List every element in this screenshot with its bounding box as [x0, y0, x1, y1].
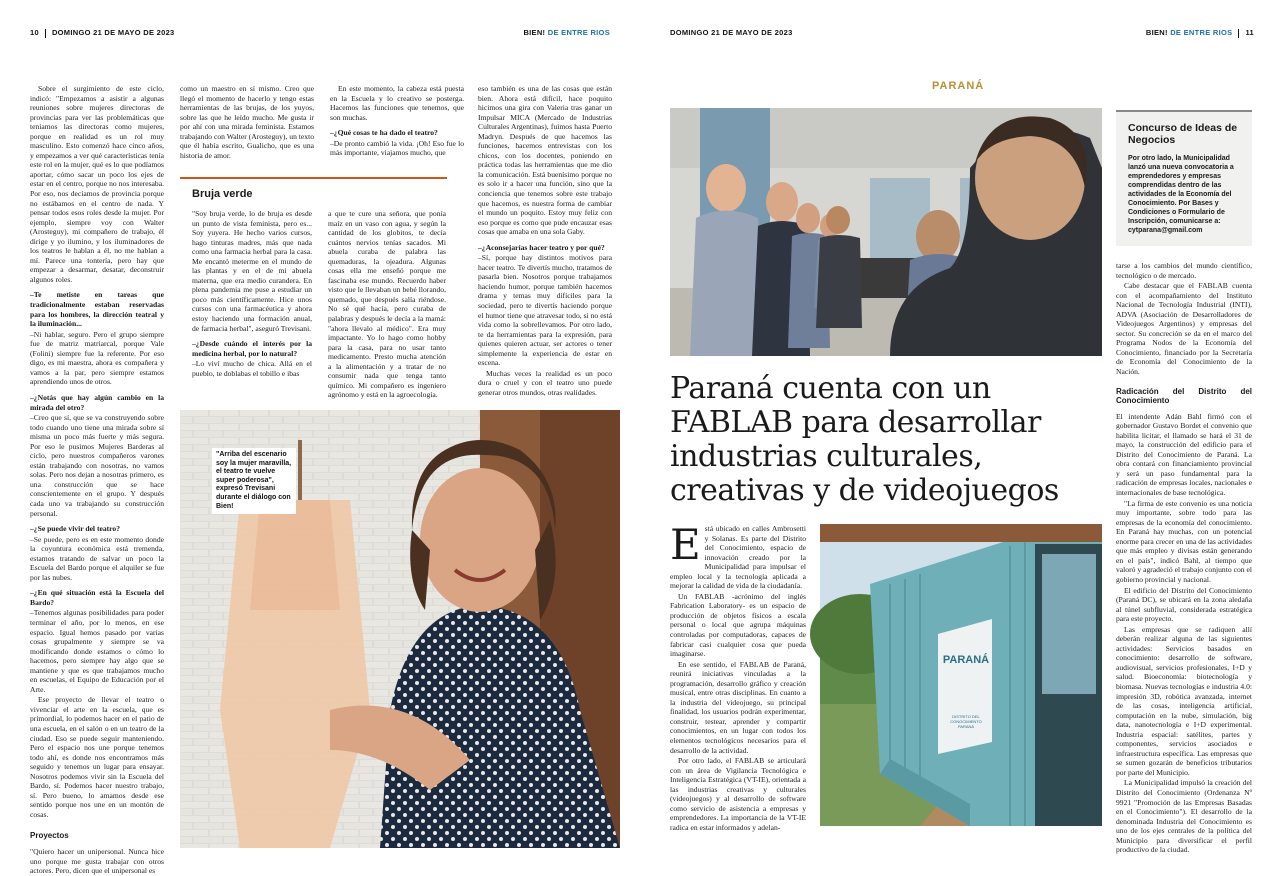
paragraph: a que te cure una señora, que ponía maíz en un vaso con agua, y según la cantidad de los globitos, te decía cuántos nervios tenías sacados. Mi abuela curaba de palabra las quemaduras, la ojeadura. Algunas cosas ella me enseñó porque me fascinaba ese mundo. Recuerdo haber visto que le llevaban un bebé llorando, quemado, que después salía riéndose. No sé qué hacía, pero curaba de palabras y después le decía a la mamá: "ahora llevalo al médico". Era muy impactante. Yo lo hago como hobby para la casa, para no usar tanto medicamento. Presto mucha atención a la alimentación y a tratar de no consumir nada que tenga tanto químico. Mi compañero es ingeniero agrónomo y está en la agroecología.	[328, 209, 446, 400]
left-column-4	[478, 84, 612, 400]
bruja-column-b	[328, 209, 446, 400]
answer: –Tenemos algunas posibilidades para poder terminar el año, por lo menos, en ese espacio. Igual hemos pasado por varias cosas grupalmente y siempre se va modificando donde estamos o cómo lo hacemos, pero siempre hay algo que se mantiene y que es que trabajamos mucho en escuelas, el Equipo de Educación por el Arte.	[30, 608, 164, 694]
answer: –Sí, porque hay distintos motivos para hacer teatro. Te divertís mucho, tratamos de pasarla bien. Nosotros porque trabajamos haciendo humor, porque también hacemos drama y temas muy difíciles para la sociedad, pero te divertís haciendo porque el humor tiene que atravesar todo, si no está vida como la sobrellevamos. Por otro lado, te da herramientas para la expresión, para quienes quieren actuar, ser actores o tener simplemente la experiencia de estar en escena.	[478, 253, 612, 368]
right-folio	[1146, 28, 1254, 38]
right-folio-date: DOMINGO 21 DE MAYO DE 2023	[670, 28, 793, 37]
paragraph: tarse a los cambios del mundo científico, tecnológico o de mercado.	[1116, 261, 1252, 280]
right-brand-name: BIEN!	[1145, 28, 1168, 37]
paragraph: Por otro lado, el FABLAB se articulará con un área de Vigilancia Tecnológica e Inteligencia Estratégica (VT-IE), orientada a las industrias creativas y culturales (videojuegos) y al desarrollo de software como servicio de asistencia a empresas y emprendedores. La importancia de la VT-IE radica en estar informados y adelan-	[670, 756, 806, 832]
right-page	[640, 0, 1280, 855]
sidebar-box	[1116, 110, 1252, 246]
photo-caption: "Arriba del escenario soy la mujer maravilla, el teatro te vuelve super poderosa", expresó Trevisani durante el diálogo con Bien!	[212, 448, 296, 514]
left-column-1	[30, 84, 164, 876]
paragraph: Muchas veces la realidad es un poco dura o cruel y con el teatro uno puede generar otros mundos, otras realidades.	[478, 368, 612, 397]
right-brand-section: DE ENTRE RIOS	[1170, 28, 1233, 37]
subhead-proyectos: Proyectos	[30, 831, 69, 841]
paragraph: Las empresas que se radiquen allí deberán realizar alguna de las siguientes actividades: Servicios basados en conocimiento: desarrollo de software, audiovisual, servicios profesionales, I+D y salud. Bioeconomía: biotecnología y biomasa. Nuevas tecnologías e industria 4.0: impresión 3D, robótica avanzada, internet de las cosas, inteligencia artificial, computación en la nube, simulación, big data, nanotecnología e I+D experimental. Industria espacial: satélites, partes y componentes, servicios asociados e infraestructura específica. Las empresas que se sumen gozarán de beneficios tributarios por parte del Municipio.	[1116, 624, 1252, 777]
answer: –De pronto cambió la vida. ¡Oh! Eso fue lo más importante, viajamos mucho, que	[330, 138, 464, 158]
paragraph: Ese proyecto de llevar el teatro o vivenciar el arte en la escuela, que es primordial, lo podemos hacer en el patio de una escuela, en el salón o en un teatro de la ciudad. Eso se puede seguir manteniendo. Pero el espacio nos une porque tenemos todo ahí, es donde nos encontramos más seguido y tenemos un lugar para ensayar. Nosotros podemos vivir sin la Escuela del Bardo, sí. Podemos hacer nuestro trabajo, sí. Pero bueno, lo amamos desde ese sentido porque nos une en un montón de cosas.	[30, 695, 164, 819]
headline: Paraná cuenta con un FABLAB para desarrollar industrias culturales, creativas y de videojuegos	[670, 371, 1059, 508]
answer: –Se puede, pero es en este momento donde la coyuntura económica está tremenda, estamos tratando de salvar un poco la Escuela del Bardo porque el alquiler se fue por las nubes.	[30, 534, 164, 582]
answer: –Lo viví mucho de chica. Allá en el pueblo, te doblabas el tobillo e ibas	[192, 359, 312, 378]
drop-cap: E	[670, 520, 701, 569]
paragraph: como un maestro en sí mismo. Creo que llegó el momento de hacerlo y tengo estas herramientas de las brujas, de los yuyos, sobre las que he leído mucho. Me gusta ir por ahí con una mirada feminista. Estamos trabajando con Walter (Arosteguy), un texto que él había escrito, Gualicho, que es una historia de amor.	[180, 84, 314, 160]
paragraph: En ese sentido, el FABLAB de Paraná, reunirá iniciativas vinculadas a la programación, desarrollo gráfico y creación musical, entre otras disciplinas. En cuanto a la industria del videojuego, su principal finalidad, los usuarios podrán experimentar, construir, testear, aprender y compartir conocimientos, en un lugar con todos los elementos tecnológicos necesarios para el desarrollo de la actividad.	[670, 659, 806, 755]
portrait-photo	[180, 410, 620, 848]
paragraph: El intendente Adán Bahl firmó con el gobernador Gustavo Bordet el convenio que habilita licitar, el llamado se hará el 31 de mayo, la construcción del edificio para el Distrito del Conocimiento de Paraná. La obra contará con financiamiento provincial y será un paso fundamental para la radicación de empresas locales, nacionales e internacionales de base tecnológica.	[1116, 411, 1252, 498]
sidebar-title: Concurso de Ideas de Negocios	[1128, 122, 1238, 146]
left-column-3	[330, 84, 464, 169]
question: –¿Aconsejarías hacer teatro y por qué?	[478, 242, 605, 252]
paragraph: El edificio del Distrito del Conocimiento (Paraná DC), se ubicará en la zona aledaña al túnel subfluvial, considerada estratégica para este proyecto.	[1116, 585, 1252, 624]
left-brand-name: BIEN!	[523, 28, 546, 37]
bruja-verde-box	[180, 177, 447, 399]
right-column	[1116, 261, 1252, 855]
paragraph: Un FABLAB -acrónimo del inglés Fabrication Laboratory- es un espacio de producción de objetos físicos a escala personal o local que agrupa máquinas controladas por computadoras, capaces de fabricar casi cualquier cosa que pueda imaginarse.	[670, 591, 806, 659]
sidebar-body: Por otro lado, la Municipalidad lanzó una nueva convocatoria a emprendedores y empresas comprendidas dentro de las actividades de la Economía del Conocimiento. Por Bases y Condiciones o Formulario de Inscripción, comunicarse a: cytparana@gmail.com	[1128, 155, 1234, 234]
main-column	[670, 520, 806, 832]
question: –¿Notás que hay algún cambio en la mirada del otro?	[30, 392, 164, 412]
left-folio-brand	[523, 28, 610, 37]
question: –¿Qué cosas te ha dado el teatro?	[330, 128, 438, 138]
section-label: PARANÁ	[932, 80, 985, 92]
left-column-2	[180, 84, 314, 169]
subhead-radicacion: Radicación del Distrito del Conocimiento	[1116, 386, 1252, 406]
left-folio-date: DOMINGO 21 DE MAYO DE 2023	[51, 28, 175, 37]
answer: –Creo que sí, que se va construyendo sobre todo cuando uno tiene una mirada sobre sí misma un poco más fuerte y más segura. Por eso le pusimos Mujeres Barderas al ciclo, pero nuestros compañeros varones están trabajando con nosotras, no vamos solas. Pero nos dejan a nosotras primero, es una construcción que se hace conscientemente en el grupo. Y después cada uno va trabajando su construcción personal.	[30, 413, 164, 518]
paragraph: "La firma de este convenio es una noticia muy importante, sobre todo para las empresas de la economía del conocimiento. En Paraná hay muchas, con un potencial enorme para crecer en una de las actividades que más empleo y divisas están generando en el país", indicó Bahl, al tiempo que valoró y agradeció el trabajo conjunto con el gobierno provincial y nacional.	[1116, 498, 1252, 584]
paragraph: Sobre el surgimiento de este ciclo, indicó: "Empezamos a asistir a algunas reuniones sobre mujeres directoras de provincias para ver las problemáticas que teníamos las directoras como mujeres, porque en realidad es un rol muy masculino. Esto comenzó hace cinco años, y empezamos a ver qué características tenía este rol en la mujer, qué es lo que podíamos aportar, cómo sacar un poco los ejes de estar en el centro, porque no nos interesaba. Por eso, nos decíamos de provincia porque no estábamos en el centro de nada. Y pensar todos esos roles desde la mujer. Por ejemplo, siempre voy con Walter (Arosteguy), mi compañero de trabajo, él dirige y yo ilumino, y los iluminadores de los teatros le hablan a él, no me hablan a mí. Parece una tontería, pero hay que empezar a desarmar, desatar, deconstruir algunos roles.	[30, 84, 164, 284]
fablab-photo	[670, 108, 1102, 356]
answer: –Ni hablar, seguro. Pero el grupo siempre fue de matriz matriarcal, porque Vale (Folini) siempre fue la referente. Por eso digo, es mi maestra, ahora es compañera y vamos a la par, pero siempre estamos aprendiendo unos de otros.	[30, 329, 164, 387]
fablab-illustration	[670, 108, 1102, 356]
paragraph: "Soy bruja verde, lo de bruja es desde un punto de vista feminista, pero es... Soy yuyera. He hecho varios cursos, hago tinturas madres, más que nada como una farmacia herbal para la casa. Me encantó meterme en el mundo de las plantas y en el de mi abuela materna, que era medio curandera. En plena pandemia me puse a estudiar un poco más científicamente. Hice unos cursos con una farmacéutica y ahora estoy haciendo una formación anual, de farmacia herbal", aseguró Trevisani.	[192, 209, 312, 333]
paragraph: stá ubicado en calles Ambrosetti y Solanas. Es parte del Distrito del Conocimiento, espacio de innovación creado por la Municipalidad para impulsar el empleo local y la tecnología aplicada a mejorar la calidad de vida de la ciudadanía.	[670, 524, 806, 591]
right-page-number: 11	[1245, 28, 1254, 37]
paragraph: Cabe destacar que el FABLAB cuenta con el acompañamiento del Instituto Nacional de Tecnología Industrial (INTI), ADVA (Asociación de Desarrolladores de Videojuegos Argentinos) y empresas del sector. Su concreción se da en el marco del Programa Nodos de la Economía del Conocimiento, financiado por la Secretaría de Economía del Conocimiento de la Nación.	[1116, 281, 1252, 377]
container-photo	[820, 524, 1102, 826]
container-sign: PARANÁ	[942, 654, 990, 666]
paragraph: eso también es una de las cosas que están bien. Ahora está difícil, hace poquito hicimos una gira con Valeria tras ganar un Impulsar MICA (Mercado de Industrias Culturales Argentinas), fuimos hasta Puerto Madryn. Después de que hacemos las funciones, hacemos entrevistas con los chicos, con los docentes, poniendo en práctica todas las herramientas que me dio la comunicación. Está buenísimo porque no es solo ir a hacer una función, sino que la conciencia que tenemos sobre este trabajo que hacemos, es nuestra forma de cambiar el mundo un poquito. Estoy muy feliz con eso porque es como que pude encauzar esas cosas que amaba en una sola Gaby.	[478, 84, 612, 237]
paragraph: "Quiero hacer un unipersonal. Nunca hice uno porque me gusta trabajar con otros actores. Pero, dicen que el unipersonal es	[30, 847, 164, 876]
question: –Te metiste en tareas que tradicionalmente estaban reservadas para los hombres, la dirección teatral y la iluminación...	[30, 290, 164, 329]
paragraph: En este momento, la cabeza está puesta en la Escuela y lo creativo se posterga. Hacemos las funciones que tenemos, que son muchas.	[330, 84, 464, 122]
bruja-verde-title: Bruja verde	[192, 188, 253, 200]
paragraph: La Municipalidad impulsó la creación del Distrito del Conocimiento (Ordenanza Nº 9921 "Promoción de las Empresas Basadas en el Conocimiento"). El desarrollo de la denominada Industria del Conocimiento es uno de los ejes centrales de la política del Municipio para diversificar el perfil productivo de la ciudad.	[1116, 778, 1252, 855]
bruja-column-a	[192, 209, 312, 397]
left-brand-section: DE ENTRE RIOS	[547, 28, 610, 37]
question: –¿Desde cuándo el interés por la medicina herbal, por lo natural?	[192, 339, 312, 358]
left-folio	[30, 28, 175, 38]
container-illustration	[820, 524, 1102, 826]
question: –¿Se puede vivir del teatro?	[30, 524, 120, 534]
question: –¿En qué situación está la Escuela del Bardo?	[30, 588, 164, 607]
left-page-number: 10	[30, 28, 39, 37]
container-sign-sub: DISTRITO DEL CONOCIMIENTO PARANÁ	[950, 714, 982, 729]
